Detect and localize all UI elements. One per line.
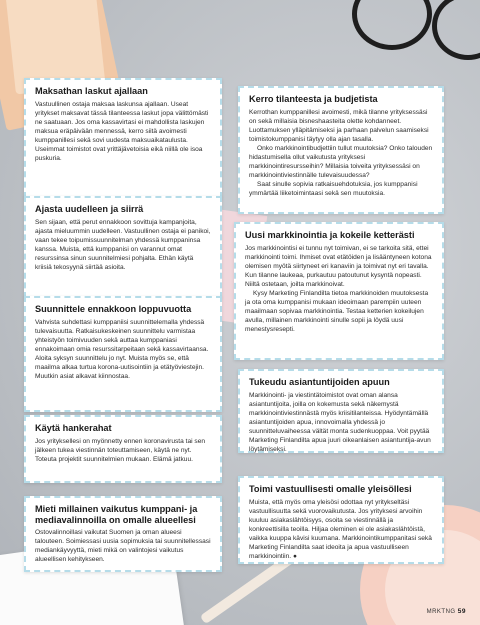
card-title: Maksathan laskut ajallaan — [35, 86, 148, 96]
card-title: Mieti millainen vaikutus kumppani- ja mediavalinnoilla on omalle alueellesi — [35, 504, 198, 525]
card-text: Vastuullinen ostaja maksaa laskunsa ajallaan. Useat yritykset maksavat tässä tilanteessa laskut jopa välittömästi ne saatuaan. Jos oma kassavirtasi ei mahdollista laskujen maksua eräpäivään mennessä, kerro siitä avoimesti kumppanillesi sekä sovi uudesta maksuaikataulusta. Useimmat toimistot ovat yrittäjävetoisia eikä niillä ole isoa puskuria. — [35, 100, 209, 163]
card-title: Kerro tilanteesta ja budjetista — [249, 94, 378, 104]
card-kayta-hankerahat — [24, 415, 222, 483]
card-title: Käytä hankerahat — [35, 423, 112, 433]
card-toimi-vastuullisesti — [238, 476, 444, 564]
card-text: Ostovalinnoillasi vaikutat Suomen ja oman alueesi talouteen. Soimiessasi uusia sopimuksia tai suunnitellessasi mediankäyvyyttä, mieti mikä on valintojesi vaikutus alueellisen kehitykseen. — [35, 529, 211, 564]
card-text: Onko markkinointibudjettiin tullut muutoksia? Onko talouden hidastumisella ollut vaikutusta yrityksesi markkinointiresursseihin? Millaisia toiveita yrityksessäsi on markkinointiviestinnälle tulevaisuudessa? — [249, 144, 433, 180]
card-title: Toimi vastuullisesti omalle yleisöllesi — [249, 484, 412, 494]
card-text: Vahvista suhdettasi kumppaniisi suunnittelemalla yhdessä tulevaisuutta. Ratkaisukeskeinen suunnittelu varmistaa yhteistyön toimivuuden sekä auttaa kumppaniasi ennakoimaan omia resurssitarpeitaan sekä kassavirtaansa. Aloita syksyn suunnittelu jo nyt. Muista myös se, että maailma alkaa turtua korona-uutisointiin ja etätyöviestejin. Muutkin asiat alkavat kiinnostaa. — [35, 318, 209, 381]
card-text: Markkinointi- ja viestintätoimistot ovat oman alansa asiantuntijoita, joilla on kokemusta sekä näkemystä markkinointiviestinnästä myös kriisitilanteissa. Hyödyntämällä asiantuntijoiden apua, innovoimalla yhdessä jo suunnitteluvaiheessa vältät monta sudenkuoppaa. Voit pyytää Marketing Finlandilta apua juuri oikeanlaisen asiantuntija-avun löytämiseksi. — [249, 391, 431, 454]
page-number: 59 — [457, 608, 466, 615]
card-title: Tukeudu asiantuntijoiden apuun — [249, 377, 390, 387]
card-text: Kerrothan kumppanillesi avoimesti, mikä tilanne yrityksessäsi on sekä millaisia bisneshaasteita olette kohdanneet. Luottamuksen ylläpitämiseksi ja parhaan palvelun saamiseksi toimistokumppanisi täytyy olla ajan tasalla. — [249, 108, 429, 143]
card-mieti — [24, 496, 222, 572]
card-maksathan — [24, 78, 222, 198]
card-suunnittele — [24, 296, 222, 412]
card-tukeudu — [238, 369, 444, 453]
card-kerro-tilanteesta — [238, 86, 444, 214]
card-uusi-markkinointia — [234, 222, 444, 360]
card-ajasta — [24, 196, 222, 298]
card-title: Ajasta uudelleen ja siirrä — [35, 204, 144, 214]
card-text: Saat sinulle sopivia ratkaisuehdotuksia, jos kumppanisi ymmärtää liiketoimintaasi sekä sen muutoksia. — [249, 181, 418, 198]
card-text: Jos markkinointisi ei tunnu nyt toimivan, ei se tarkoita sitä, ettei markkinointi toimi. Ihmiset ovat etätöiden ja lisääntyneen kotona olemisen myötä siirtyneet eri kanaviin ja toimivat nyt eri tavalla. Kun tilanne laukeaa, purkautuu patoutunut kysyntä nopeasti. Niiltä ostetaan, joilta markkinoivat. — [245, 244, 432, 288]
card-text: Sen sijaan, että perut ennakkoon sovittuja kampanjoita, ajasta mieluummin uudelleen. Vastuullinen ostaja ei panikoi, vaan tekee toipumissuunnitelman yhdessä kumppaninsa kanssa. Muista, että kumppanisi on varannut omat resurssinsa sinun suunnitelmiesi pohjalta. Ethän käytä kriisiä tekosyynä siirtää asioita. — [35, 218, 211, 272]
card-title: Suunnittele ennakkoon loppuvuotta — [35, 304, 192, 314]
magazine-brand: MRKTNG — [426, 609, 456, 615]
page-footer — [427, 608, 466, 615]
card-text: Muista, että myös oma yleisösi odottaa nyt yritykseltäsi vastuullisuutta sekä vuorovaikutusta. Jos yrityksesi arvoihin kuuluu asiakaslähtöisyys, osoita se viestinnällä ja konkreettisilla teoilla. Hiljaa oleminen ei ole asiakaslähtöistä, vaikka kuuppa kävisi kuumana. Markkinointikumppanitasi sekä Marketing Finlandilta saat ideoita ja apua vastuulliseen markkinointiin. ● — [249, 498, 432, 561]
card-text: Jos yrityksellesi on myönnetty ennen koronavirusta tai sen jälkeen tukea viestinnän toteuttamiseen, käytä ne nyt. Toteuta projektit suunnitelmien mukaan. Elämä jatkuu. — [35, 437, 206, 463]
card-title: Uusi markkinointia ja kokeile ketterästi — [245, 230, 415, 240]
card-text: Kysy Marketing Finlandilta tietoa markkinoiden muutoksesta ja ota oma kumppanisi mukaan ideoimaan parempiin uuteen maailmaan sopivaa markkinointia. Testaa ketterien kokeilujen avulla, millainen markkinointi sinulle sopii ja löydä uusi menestysresepti. — [245, 290, 429, 334]
